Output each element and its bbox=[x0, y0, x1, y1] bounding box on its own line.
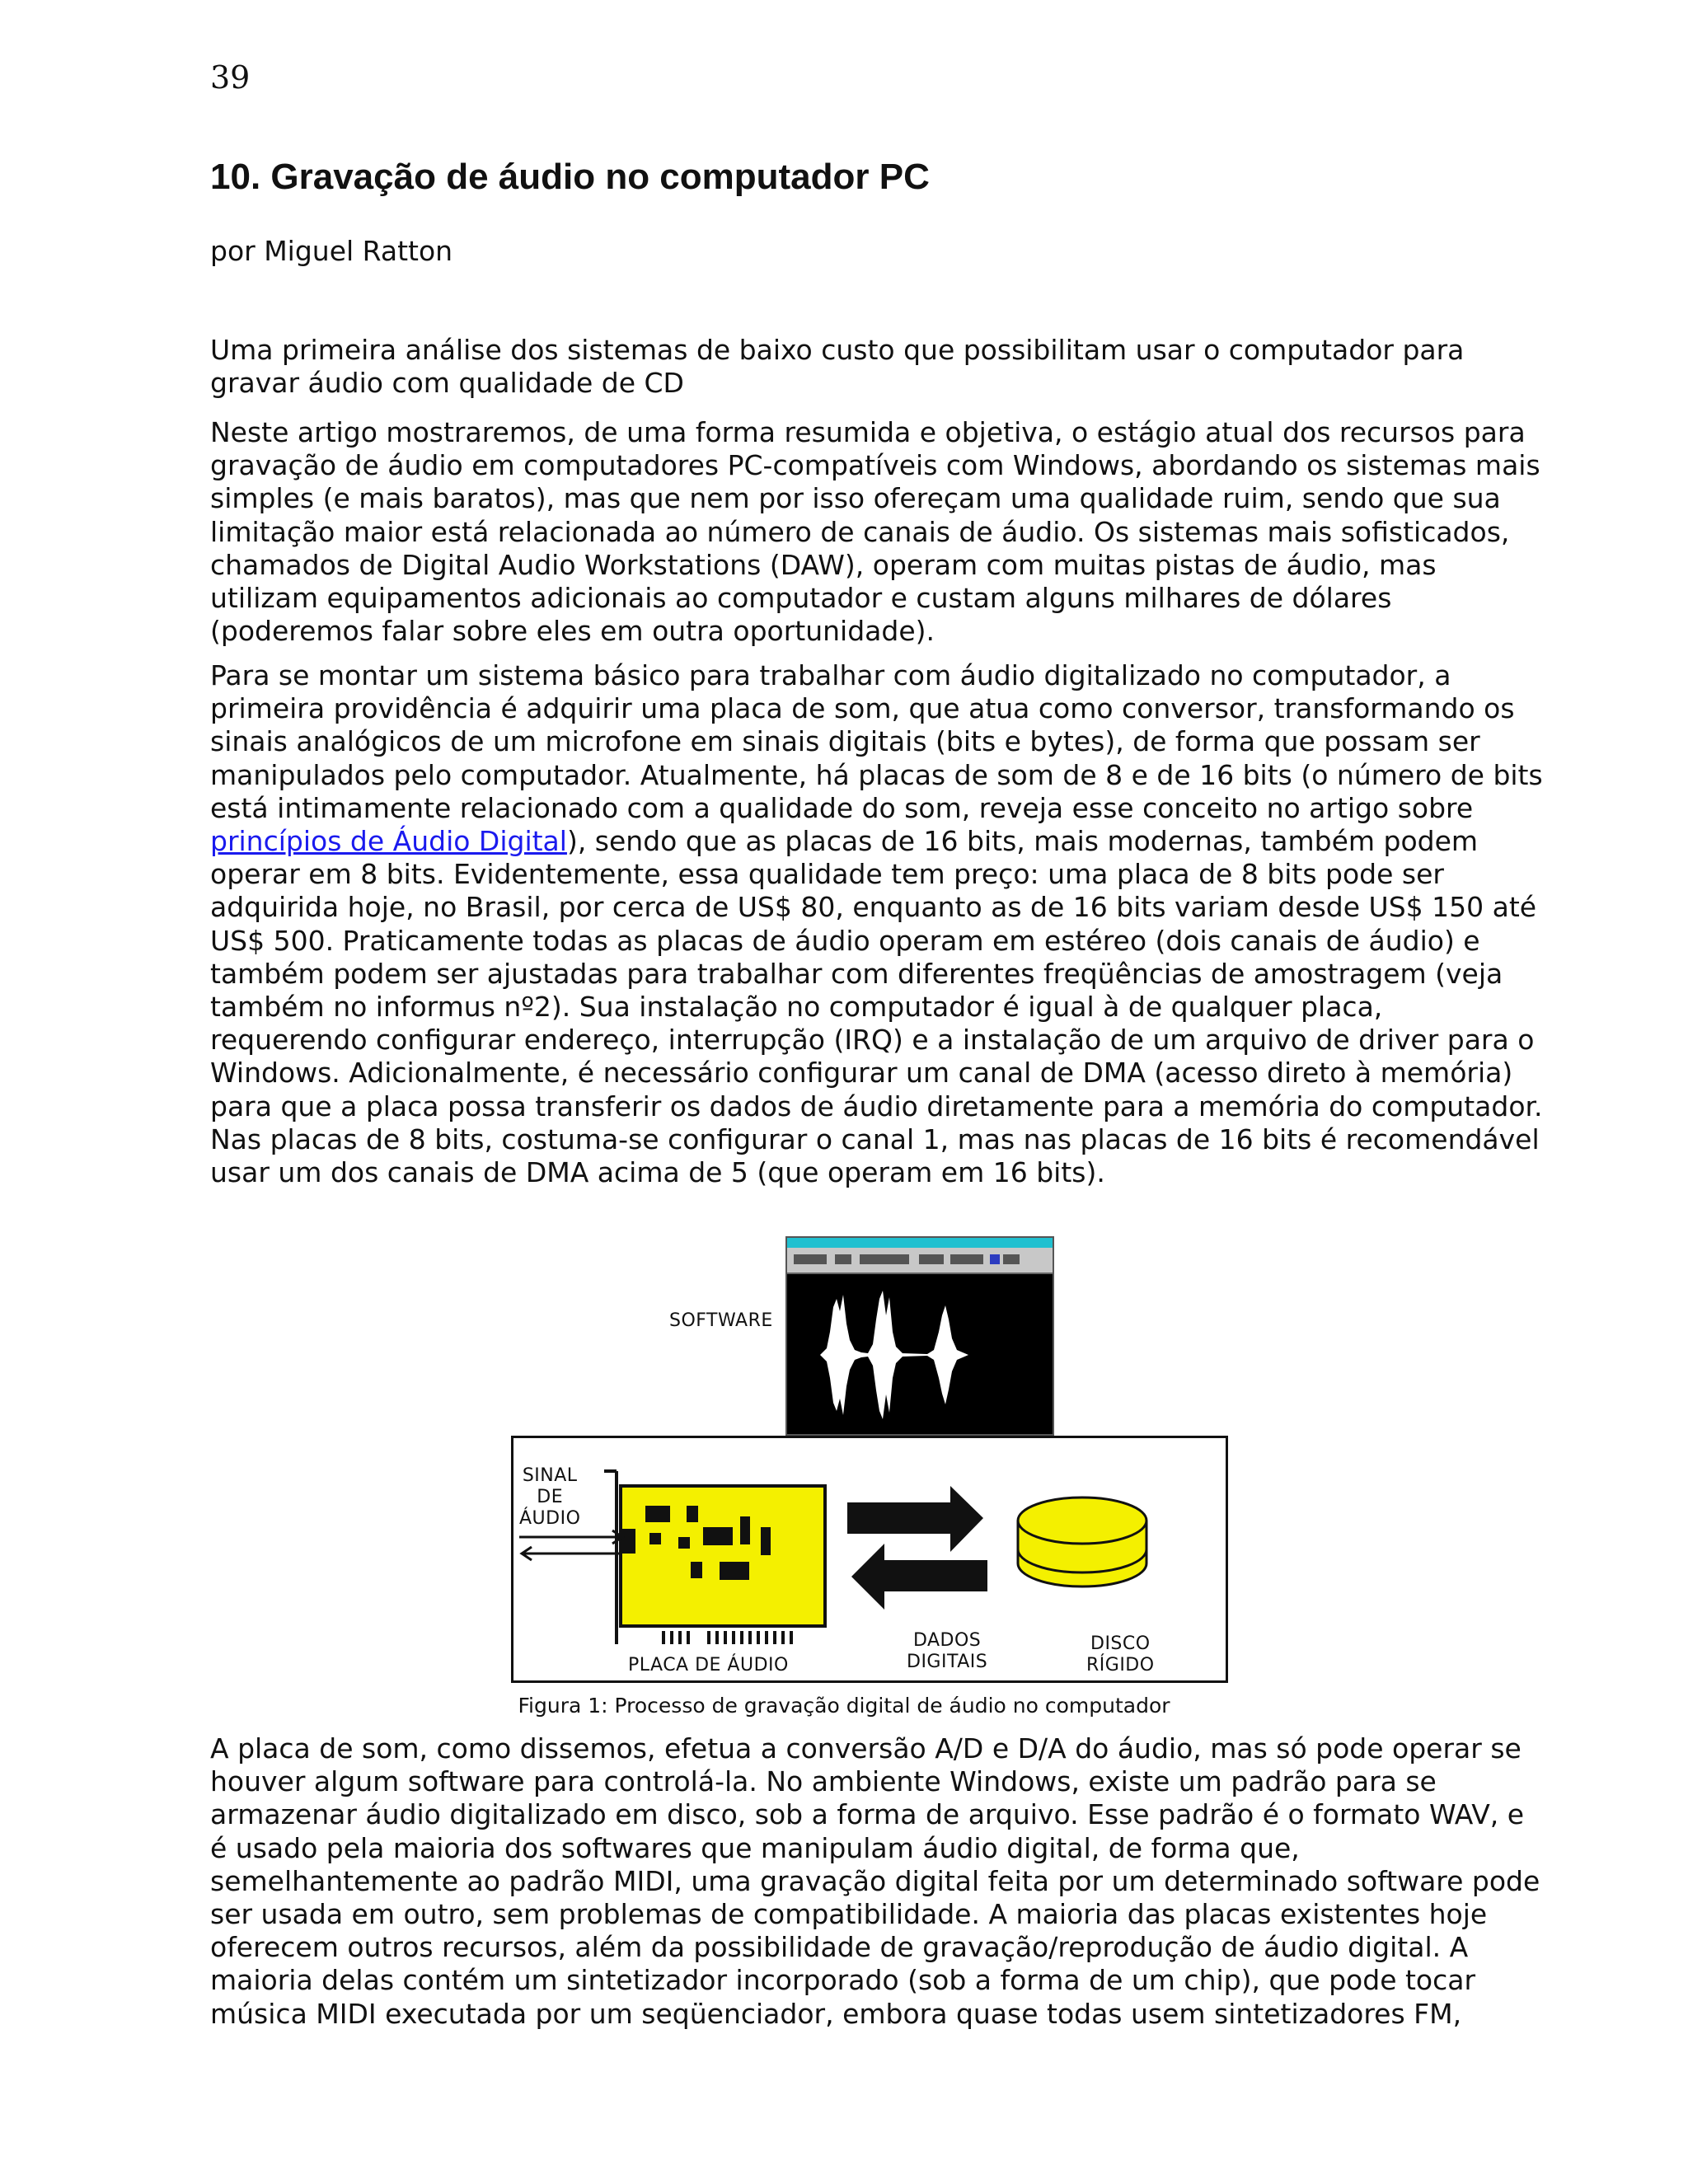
hard-disk-icon bbox=[1018, 1497, 1146, 1586]
label-audio-signal-line1: SINAL bbox=[522, 1465, 578, 1486]
label-sound-card: PLACA DE ÁUDIO bbox=[628, 1655, 789, 1675]
label-digital-data bbox=[907, 1630, 987, 1673]
label-audio-signal-line3: ÁUDIO bbox=[519, 1508, 581, 1529]
label-hard-disk-line1: DISCO bbox=[1090, 1633, 1151, 1654]
software-window bbox=[785, 1236, 1054, 1436]
article-author: por Miguel Ratton bbox=[210, 235, 453, 267]
label-audio-signal bbox=[519, 1465, 580, 1530]
label-software: SOFTWARE bbox=[669, 1310, 773, 1331]
paragraph-overview: Neste artigo mostraremos, de uma forma resumida e objetiva, o estágio atual dos recursos para gravação de áudio em computadores PC-compatíveis com Windows, abordando os sistemas mais simples (e mais baratos), mas que nem por isso ofereçam uma qualidade ruim, sendo que sua limitação maior está relacionada ao número de canais de áudio. Os sistemas mais sofisticados, chamados de Digital Audio Workstations (DAW), operam com muitas pistas de áudio, mas utilizam equipamentos adicionais ao computador e custam alguns milhares de dólares (poderemos falar sobre eles em outra oportunidade). bbox=[210, 416, 1540, 648]
link-audio-digital[interactable]: princípios de Áudio Digital bbox=[210, 825, 567, 858]
label-hard-disk-line2: RÍGIDO bbox=[1086, 1655, 1155, 1675]
label-hard-disk bbox=[1086, 1633, 1155, 1676]
paragraph-sound-card-part2: ), sendo que as placas de 16 bits, mais modernas, também podem operar em 8 bits. Evidentemente, essa qualidade tem preço: uma placa de 8 bits pode ser adquirida hoje, no Brasil, por cerca de US$ 80, enquanto as de 16 bits variam desde US$ 150 até US$ 500. Praticamente todas as placas de áudio operam em estéreo (dois canais de áudio) e também podem ser ajustadas para trabalhar com diferentes freqüências de amostragem (veja também no informus nº2). Sua instalação no computador é igual à de qualquer placa, requerendo configurar endereço, interrupção (IRQ) e a instalação de um arquivo de driver para o Windows. Adicionalmente, é necessário configurar um canal de DMA (acesso direto à memória) para que a placa possa transferir os dados de áudio diretamente para a memória do computador. Nas placas de 8 bits, costuma-se configurar o canal 1, mas nas placas de 16 bits é recomendável usar um dos canais de DMA acima de 5 (que operam em 16 bits). bbox=[210, 825, 1543, 1189]
paragraph-intro: Uma primeira análise dos sistemas de baixo custo que possibilitam usar o computador para gravar áudio com qualidade de CD bbox=[210, 334, 1465, 400]
figure-audio-recording bbox=[495, 1236, 1253, 1706]
label-audio-signal-line2: DE bbox=[537, 1487, 564, 1507]
arrow-left-icon bbox=[851, 1544, 987, 1610]
software-titlebar bbox=[787, 1238, 1053, 1248]
label-digital-data-line2: DIGITAIS bbox=[907, 1652, 988, 1672]
paragraph-software: A placa de som, como dissemos, efetua a conversão A/D e D/A do áudio, mas só pode operar se houver algum software para controlá-la. No ambiente Windows, existe um padrão para se armazenar áudio digitalizado em disco, sob a forma de arquivo. Esse padrão é o formato WAV, e é usado pela maioria dos softwares que manipulam áudio digital, de forma que, semelhantemente ao padrão MIDI, uma gravação digital feita por um determinado software pode ser usada em outro, sem problemas de compatibilidade. A maioria das placas existentes hoje oferecem outros recursos, além da possibilidade de gravação/reprodução de áudio digital. A maioria delas contém um sintetizador incorporado (sob a forma de um chip), que pode tocar música MIDI executada por um seqüenciador, embora quase todas usem sintetizadores FM, bbox=[210, 1732, 1540, 2030]
article-title: 10. Gravação de áudio no computador PC bbox=[210, 157, 930, 197]
arrow-right-icon bbox=[847, 1486, 983, 1552]
label-digital-data-line1: DADOS bbox=[912, 1630, 982, 1651]
paragraph-sound-card bbox=[210, 659, 1545, 1189]
paragraph-sound-card-part1: Para se montar um sistema básico para trabalhar com áudio digitalizado no computador, a primeira providência é adquirir uma placa de som, que atua como conversor, transformando os sinais analógicos de um microfone em sinais digitais (bits e bytes), de forma que possam ser manipulados pelo computador. Atualmente, há placas de som de 8 e de 16 bits (o número de bits está intimamente relacionado com a qualidade do som, reveja esse conceito no artigo sobre bbox=[210, 659, 1543, 824]
software-toolbar bbox=[787, 1248, 1053, 1274]
waveform-graphic bbox=[787, 1274, 1053, 1436]
page-number: 39 bbox=[210, 59, 251, 96]
figure-caption: Figura 1: Processo de gravação digital de áudio no computador bbox=[518, 1694, 1170, 1718]
